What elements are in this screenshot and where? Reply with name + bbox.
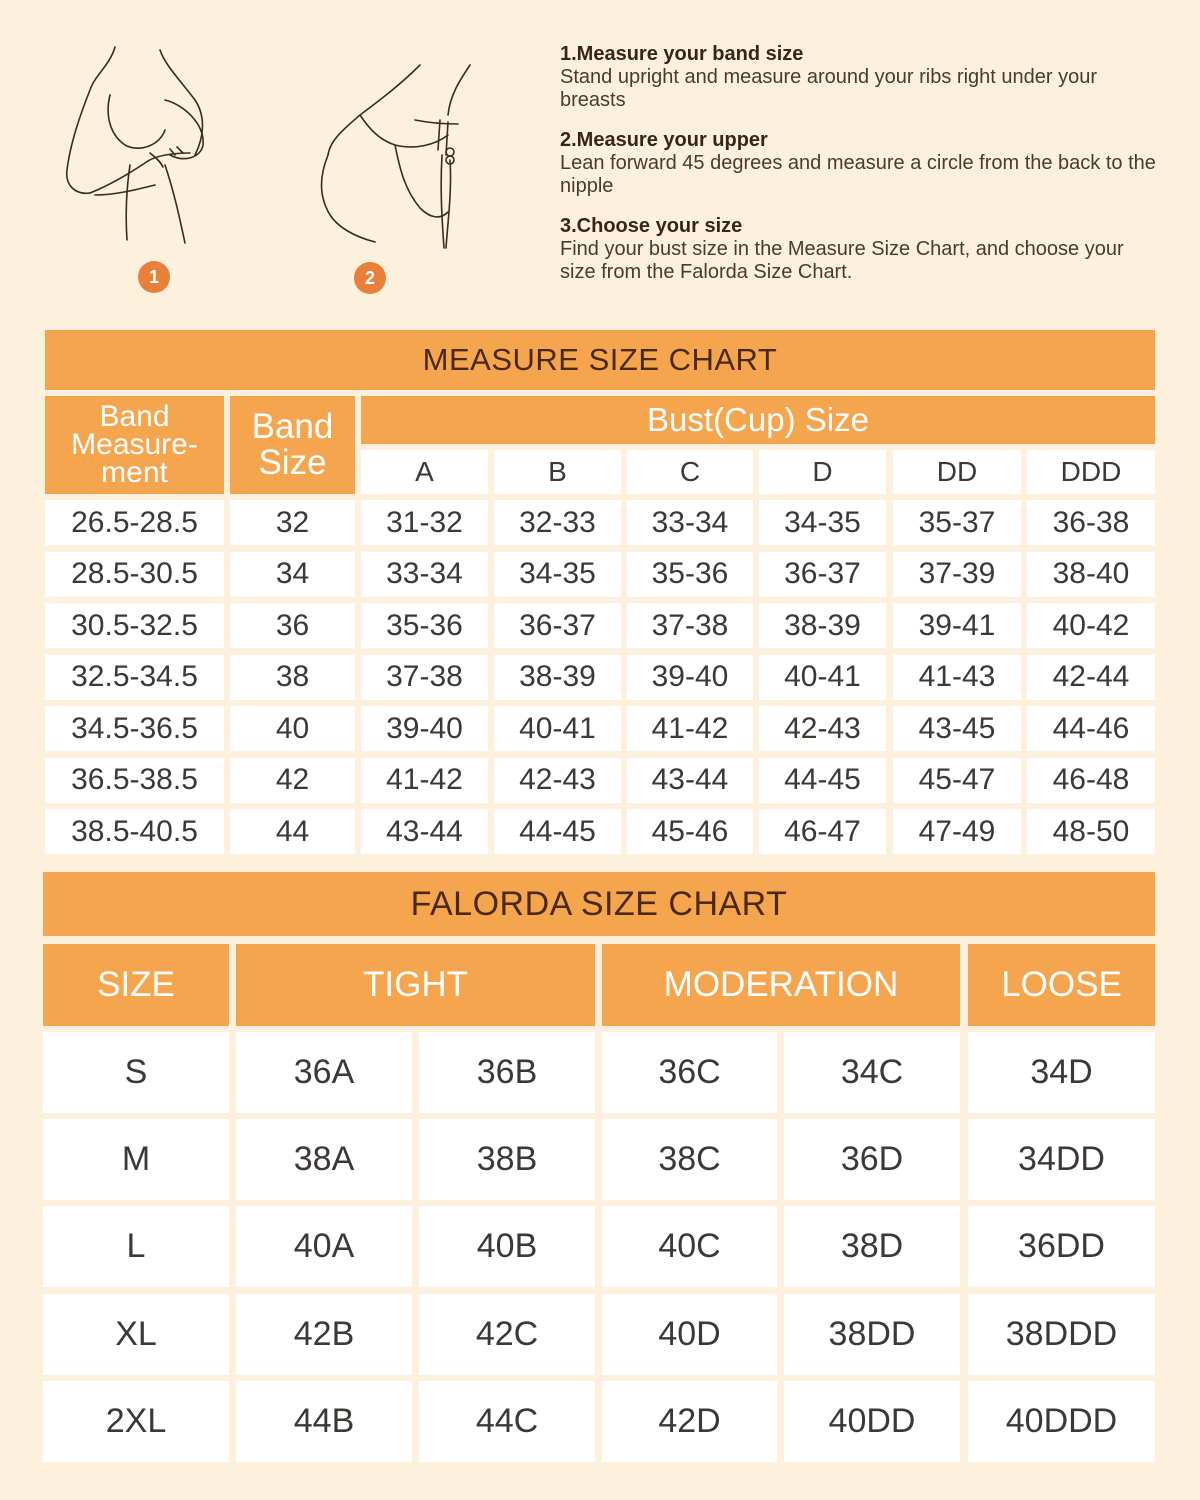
tight-header: TIGHT — [236, 944, 595, 1026]
measure-row-cup-value: 44-45 — [494, 809, 621, 854]
measure-row-cup-value: 42-44 — [1027, 655, 1155, 700]
measure-row-band-size: 40 — [230, 706, 355, 751]
measure-row-band-measurement: 26.5-28.5 — [45, 500, 224, 545]
measure-row-cup-value: 38-39 — [494, 655, 621, 700]
step-1-badge: 1 — [138, 261, 170, 293]
falorda-row-value: 36A — [236, 1032, 412, 1113]
measure-row-cup-value: 47-49 — [893, 809, 1021, 854]
falorda-row-value: 36DD — [968, 1206, 1155, 1287]
falorda-row-value: 40A — [236, 1206, 412, 1287]
step-2-title: 2.Measure your upper — [560, 129, 768, 151]
measure-row-cup-value: 33-34 — [361, 552, 488, 597]
falorda-row-value: 38A — [236, 1119, 412, 1200]
cup-header-b: B — [494, 450, 621, 494]
falorda-row-size: 2XL — [43, 1381, 229, 1462]
falorda-row-value: 42D — [602, 1381, 777, 1462]
measure-row-cup-value: 44-45 — [759, 758, 886, 803]
cup-header-ddd: DDD — [1027, 450, 1155, 494]
falorda-row-value: 38DDD — [968, 1294, 1155, 1375]
measure-row-cup-value: 34-35 — [494, 552, 621, 597]
measure-row-cup-value: 39-40 — [627, 655, 753, 700]
cup-header-dd: DD — [893, 450, 1021, 494]
measure-row-cup-value: 45-46 — [627, 809, 753, 854]
loose-header: LOOSE — [968, 944, 1155, 1026]
measure-row-cup-value: 48-50 — [1027, 809, 1155, 854]
measure-row-cup-value: 45-47 — [893, 758, 1021, 803]
cup-header-d: D — [759, 450, 886, 494]
measure-row-cup-value: 37-38 — [627, 603, 753, 648]
step-2 — [560, 128, 1160, 198]
step-2-badge: 2 — [354, 262, 386, 294]
measure-row-cup-value: 44-46 — [1027, 706, 1155, 751]
step-1-text: Stand upright and measure around your ribs right under your breasts — [560, 66, 1097, 111]
measure-row-cup-value: 46-48 — [1027, 758, 1155, 803]
measure-row-cup-value: 39-40 — [361, 706, 488, 751]
falorda-row-value: 34C — [784, 1032, 960, 1113]
measure-row-cup-value: 39-41 — [893, 603, 1021, 648]
falorda-row-value: 42B — [236, 1294, 412, 1375]
measure-row-cup-value: 36-38 — [1027, 500, 1155, 545]
measure-row-cup-value: 32-33 — [494, 500, 621, 545]
falorda-row-value: 40DD — [784, 1381, 960, 1462]
measure-row-cup-value: 35-36 — [627, 552, 753, 597]
measure-row-cup-value: 46-47 — [759, 809, 886, 854]
size-header: SIZE — [43, 944, 229, 1026]
measure-row-cup-value: 36-37 — [759, 552, 886, 597]
step-3-title: 3.Choose your size — [560, 215, 743, 237]
falorda-row-value: 44B — [236, 1381, 412, 1462]
measure-row-band-measurement: 34.5-36.5 — [45, 706, 224, 751]
measure-row-band-size: 44 — [230, 809, 355, 854]
cup-header-c: C — [627, 450, 753, 494]
band-measurement-header: Band Measure-ment — [45, 396, 224, 494]
falorda-row-value: 40B — [419, 1206, 595, 1287]
falorda-row-value: 40D — [602, 1294, 777, 1375]
falorda-row-size: S — [43, 1032, 229, 1113]
measure-row-cup-value: 41-42 — [361, 758, 488, 803]
measure-row-cup-value: 40-41 — [494, 706, 621, 751]
measuring-instructions — [560, 42, 1160, 300]
measure-row-cup-value: 41-43 — [893, 655, 1021, 700]
measure-row-band-size: 36 — [230, 603, 355, 648]
measure-row-band-size: 32 — [230, 500, 355, 545]
measure-row-band-measurement: 28.5-30.5 — [45, 552, 224, 597]
measure-row-band-measurement: 38.5-40.5 — [45, 809, 224, 854]
measure-row-band-measurement: 32.5-34.5 — [45, 655, 224, 700]
measure-row-cup-value: 40-42 — [1027, 603, 1155, 648]
falorda-row-size: M — [43, 1119, 229, 1200]
falorda-row-size: XL — [43, 1294, 229, 1375]
falorda-row-size: L — [43, 1206, 229, 1287]
falorda-row-value: 36C — [602, 1032, 777, 1113]
measure-row-cup-value: 40-41 — [759, 655, 886, 700]
step-1 — [560, 42, 1160, 112]
measure-row-cup-value: 34-35 — [759, 500, 886, 545]
falorda-row-value: 44C — [419, 1381, 595, 1462]
falorda-chart-title: FALORDA SIZE CHART — [43, 872, 1155, 936]
measure-row-band-size: 34 — [230, 552, 355, 597]
step-2-text: Lean forward 45 degrees and measure a circle from the back to the nipple — [560, 152, 1156, 197]
measure-row-cup-value: 36-37 — [494, 603, 621, 648]
measure-row-band-size: 38 — [230, 655, 355, 700]
measure-row-cup-value: 43-44 — [361, 809, 488, 854]
falorda-row-value: 36D — [784, 1119, 960, 1200]
falorda-row-value: 34DD — [968, 1119, 1155, 1200]
measure-row-cup-value: 41-42 — [627, 706, 753, 751]
falorda-row-value: 34D — [968, 1032, 1155, 1113]
measure-row-cup-value: 38-40 — [1027, 552, 1155, 597]
measure-row-cup-value: 35-36 — [361, 603, 488, 648]
moderation-header: MODERATION — [602, 944, 960, 1026]
measure-chart-title: MEASURE SIZE CHART — [45, 330, 1155, 390]
measure-row-cup-value: 38-39 — [759, 603, 886, 648]
falorda-row-value: 36B — [419, 1032, 595, 1113]
measure-upper-illustration — [310, 60, 480, 250]
falorda-row-value: 38DD — [784, 1294, 960, 1375]
measure-row-band-measurement: 36.5-38.5 — [45, 758, 224, 803]
falorda-row-value: 38D — [784, 1206, 960, 1287]
falorda-row-value: 40DDD — [968, 1381, 1155, 1462]
falorda-row-value: 42C — [419, 1294, 595, 1375]
falorda-row-value: 38C — [602, 1119, 777, 1200]
falorda-row-value: 40C — [602, 1206, 777, 1287]
measure-row-cup-value: 42-43 — [759, 706, 886, 751]
cup-header-a: A — [361, 450, 488, 494]
measure-row-cup-value: 33-34 — [627, 500, 753, 545]
measure-row-cup-value: 43-44 — [627, 758, 753, 803]
bust-cup-size-header: Bust(Cup) Size — [361, 396, 1155, 444]
step-3-text: Find your bust size in the Measure Size Chart, and choose your size from the Falorda Size Chart. — [560, 238, 1124, 283]
measure-row-cup-value: 37-38 — [361, 655, 488, 700]
measure-row-cup-value: 42-43 — [494, 758, 621, 803]
band-size-header: Band Size — [230, 396, 355, 494]
falorda-row-value: 38B — [419, 1119, 595, 1200]
step-3 — [560, 214, 1160, 284]
measure-row-band-size: 42 — [230, 758, 355, 803]
measure-row-cup-value: 31-32 — [361, 500, 488, 545]
measure-row-band-measurement: 30.5-32.5 — [45, 603, 224, 648]
step-1-title: 1.Measure your band size — [560, 43, 804, 65]
measure-row-cup-value: 35-37 — [893, 500, 1021, 545]
measure-row-cup-value: 43-45 — [893, 706, 1021, 751]
measure-row-cup-value: 37-39 — [893, 552, 1021, 597]
measure-band-illustration — [55, 45, 230, 245]
